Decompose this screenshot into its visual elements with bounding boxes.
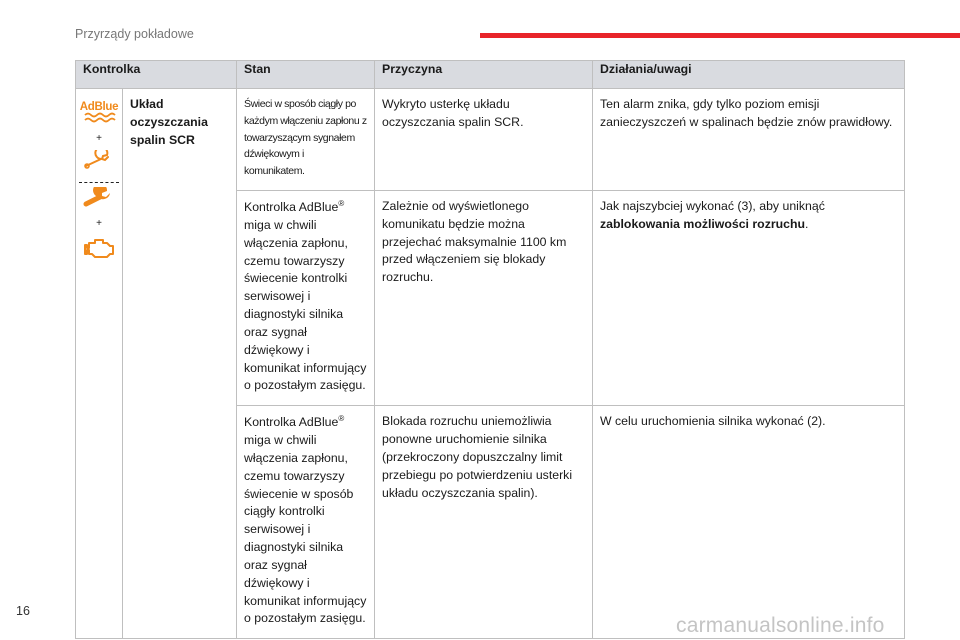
action-text-post: . (805, 216, 809, 231)
registered-mark: ® (338, 414, 345, 424)
action-cell (593, 190, 905, 405)
column-header-przyczyna: Przyczyna (375, 61, 593, 89)
page-section-title: Przyrządy pokładowe (75, 27, 194, 41)
cause-cell: Zależnie od wyświetlonego komunikatu będzie można przejechać maksymalnie 1100 km przed włączeniem się blokady rozruchu. (375, 190, 593, 405)
table-header-row (76, 61, 905, 89)
engine-icon (76, 235, 122, 267)
state-text-prefix: Kontrolka AdBlue (244, 200, 339, 215)
state-text-rest: miga w chwili włączenia zapłonu, czemu towarzyszy świecenie kontrolki serwisowej i diagnostyki silnika oraz sygnał dźwiękowy i komunikat informujący o pozostałym zasięgu. (244, 217, 367, 393)
plus-sign: + (96, 132, 102, 144)
action-cell: Ten alarm znika, gdy tylko poziom emisji zanieczyszczeń w spalinach będzie znów prawidłowy. (593, 89, 905, 191)
wrench-icon (76, 187, 122, 215)
adblue-icon (76, 98, 122, 130)
adblue-icon-text: AdBlue (79, 101, 119, 113)
state-cell: Świeci w sposób ciągły po każdym włączeniu zapłonu z towarzyszącym sygnałem dźwiękowym i komunikatem. (237, 89, 375, 191)
plus-sign: + (96, 217, 102, 229)
header-accent-bar (480, 33, 960, 38)
page-number: 16 (16, 604, 30, 618)
table-row (76, 89, 905, 191)
dashed-separator (79, 182, 119, 183)
watermark: carmanualsonline.info (676, 614, 885, 637)
action-cell: W celu uruchomienia silnika wykonać (2). (593, 406, 905, 639)
state-text-prefix: Kontrolka AdBlue (244, 415, 339, 430)
action-text-pre: Jak najszybciej wykonać (3), aby uniknąć (600, 198, 825, 213)
icons-cell (76, 89, 123, 639)
action-text-bold: zablokowania możliwości rozruchu (600, 216, 805, 231)
column-header-kontrolka: Kontrolka (76, 61, 237, 89)
wrench-dashed-icon (76, 150, 122, 178)
state-text-rest: miga w chwili włączenia zapłonu, czemu towarzyszy świecenie w sposób ciągły kontrolki serwisowej i diagnostyki silnika oraz sygnał dźwiękowy i komunikat informujący o pozostałym zasięgu. (244, 433, 367, 626)
state-cell (237, 406, 375, 639)
column-header-stan: Stan (237, 61, 375, 89)
state-cell (237, 190, 375, 405)
cause-cell: Blokada rozruchu uniemożliwia ponowne uruchomienie silnika (przekroczony dopuszczalny limit przebiegu po potwierdzeniu usterki układu oczyszczania spalin). (375, 406, 593, 639)
system-name: Układ oczyszczania spalin SCR (123, 89, 237, 639)
registered-mark: ® (338, 198, 345, 208)
column-header-dzialania: Działania/uwagi (593, 61, 905, 89)
cause-cell: Wykryto usterkę układu oczyszczania spalin SCR. (375, 89, 593, 191)
warning-lights-table (75, 60, 905, 639)
